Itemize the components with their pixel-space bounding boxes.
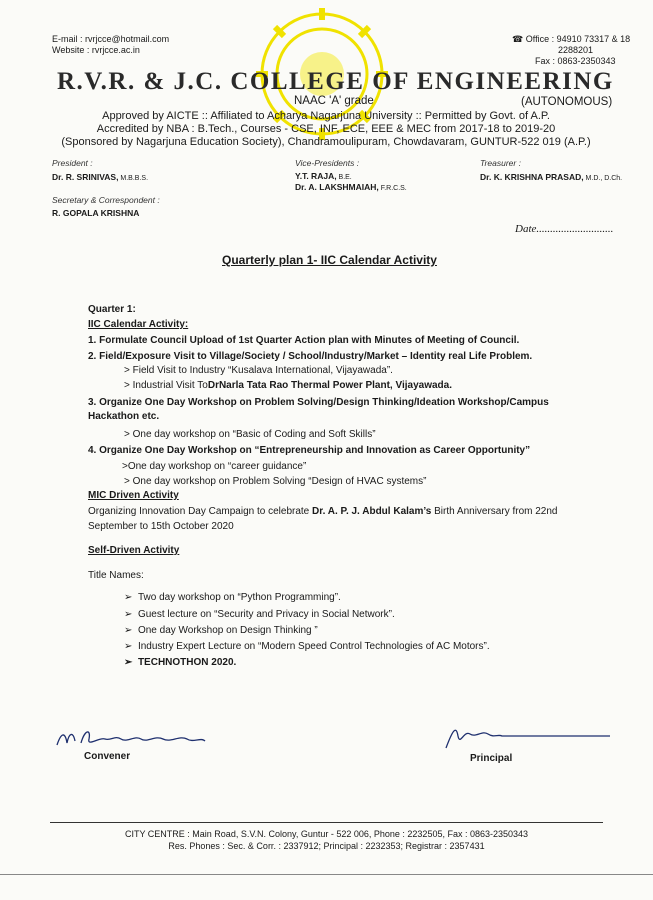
title-names: Title Names: [88,570,144,581]
item-3: 3. Organize One Day Workshop on Problem Solving/Design Thinking/Ideation Workshop/Campus [88,397,549,408]
list-item: ➢ Two day workshop on “Python Programming”. [124,592,341,603]
approval-line-1: Approved by AICTE :: Affiliated to Acharya Nagarjuna University :: Permitted by Govt. of A.P. [102,110,550,122]
item-3a: > One day workshop on “Basic of Coding and Soft Skills” [124,429,376,440]
quarter-label: Quarter 1: [88,304,136,315]
fax-line: Fax : 0863-2350343 [535,56,616,66]
mic-line-2: September to 15th October 2020 [88,521,234,532]
arrow-bullet-icon: ➢ [124,609,133,620]
secretary-name: R. GOPALA KRISHNA [52,208,140,218]
footer-address: CITY CENTRE : Main Road, S.V.N. Colony, Guntur - 522 006, Phone : 2232505, Fax : 0863-2350343 [124,829,529,839]
vice-president-2: Dr. A. LAKSHMAIAH, F.R.C.S. [295,182,407,192]
vice-president-1: Y.T. RAJA, B.E. [295,171,352,181]
arrow-bullet-icon: ➢ [124,641,133,652]
mic-heading: MIC Driven Activity [88,490,179,501]
autonomous-label: (AUTONOMOUS) [521,96,613,108]
list-item: ➢ TECHNOTHON 2020. [124,657,237,668]
president-name: Dr. R. SRINIVAS, M.B.B.S. [52,172,149,182]
vice-president-role: Vice-Presidents : [295,158,360,168]
email-line: E-mail : rvrjcce@hotmail.com [52,34,170,44]
item-4b: > One day workshop on Problem Solving “Design of HVAC systems” [124,476,427,487]
principal-signature [442,722,612,752]
naac-grade: NAAC 'A' grade [294,95,374,107]
list-item: ➢ Guest lecture on “Security and Privacy in Social Network”. [124,609,395,620]
treasurer-role: Treasurer : [480,158,521,168]
arrow-bullet-icon: ➢ [124,657,133,668]
website-line: Website : rvrjcce.ac.in [52,45,140,55]
iic-heading: IIC Calendar Activity: [88,319,189,330]
office-phone-2: 2288201 [558,45,594,55]
secretary-role: Secretary & Correspondent : [52,195,160,205]
convener-signature [55,725,215,753]
item-2a: > Field Visit to Industry “Kusalava International, Vijayawada”. [124,365,393,376]
list-item: ➢ Industry Expert Lecture on “Modern Speed Control Technologies of AC Motors”. [124,641,490,652]
footer-divider [50,822,603,823]
item-2: 2. Field/Exposure Visit to Village/Society / School/Industry/Market – Identity real Life Problem. [88,351,533,362]
list-item: ➢ One day Workshop on Design Thinking ” [124,625,318,636]
item-1: 1. Formulate Council Upload of 1st Quarter Action plan with Minutes of Meeting of Council. [88,335,520,346]
date-field: Date............................ [515,223,614,235]
approval-line-3: (Sponsored by Nagarjuna Education Society), Chandramoulipuram, Chowdavaram, GUNTUR-522 019 (A.P.) [61,136,591,148]
president-role: President : [52,158,93,168]
mic-line-1: Organizing Innovation Day Campaign to celebrate Dr. A. P. J. Abdul Kalam’s Birth Anniversary from 22nd [88,506,558,517]
approval-block [46,110,606,149]
office-phone: ☎ Office : 94910 73317 & 18 [512,34,631,44]
document-title: Quarterly plan 1- IIC Calendar Activity [222,253,437,267]
arrow-bullet-icon: ➢ [124,592,133,603]
page-bottom-line [0,874,653,875]
college-name: R.V.R. & J.C. COLLEGE OF ENGINEERING [57,68,614,95]
phone-icon: ☎ [512,34,524,44]
item-3-cont: Hackathon etc. [88,411,160,422]
arrow-bullet-icon: ➢ [124,625,133,636]
item-4: 4. Organize One Day Workshop on “Entrepreneurship and Innovation as Career Opportunity” [88,445,531,456]
treasurer-name: Dr. K. KRISHNA PRASAD, M.D., D.Ch. [480,172,623,182]
item-2b: > Industrial Visit ToDrNarla Tata Rao Thermal Power Plant, Vijayawada. [124,380,453,391]
item-4a: >One day workshop on “career guidance” [122,461,307,472]
convener-label: Convener [84,751,131,762]
footer-phones: Res. Phones : Sec. & Corr. : 2337912; Principal : 2232353; Registrar : 2357431 [168,841,485,851]
self-heading: Self-Driven Activity [88,545,180,556]
approval-line-2: Accredited by NBA : B.Tech., Courses - CSE, INF, ECE, EEE & MEC from 2017-18 to 2019-20 [96,123,556,135]
principal-label: Principal [470,753,513,764]
